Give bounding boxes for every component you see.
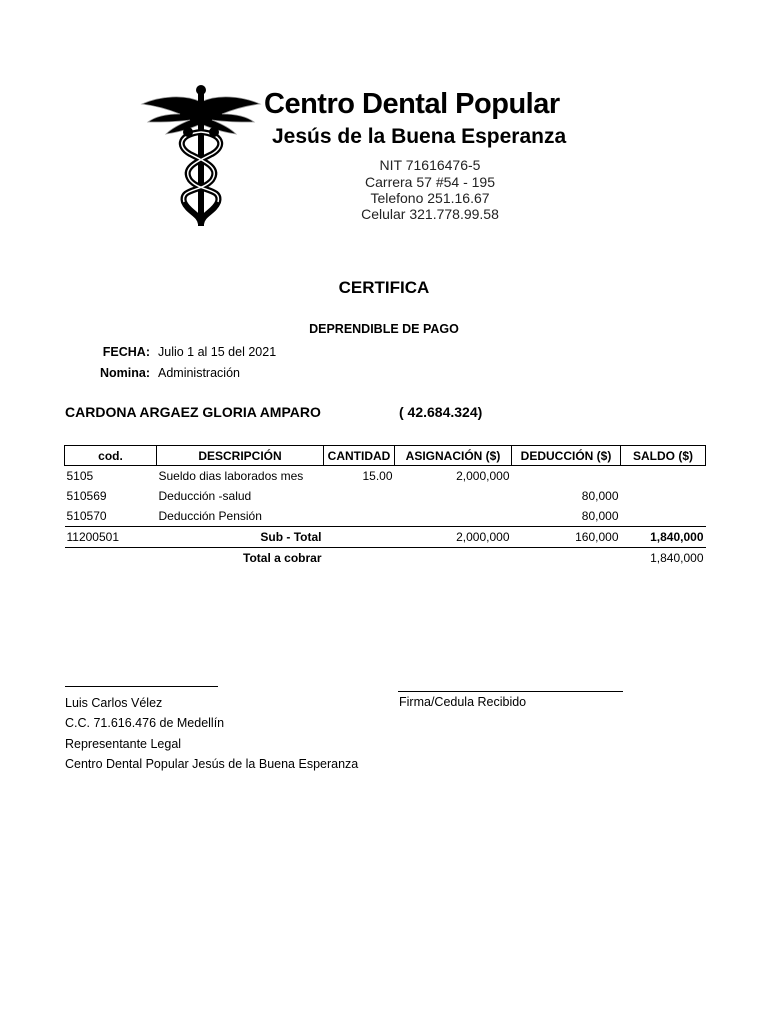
signer-role: Representante Legal — [65, 737, 182, 751]
cell-deduccion — [512, 466, 621, 487]
employee-id: ( 42.684.324) — [399, 404, 483, 420]
header-asignacion: ASIGNACIÓN ($) — [395, 446, 512, 466]
signer-cc: C.C. 71.616.476 de Medellín — [65, 716, 225, 730]
employee-name: CARDONA ARGAEZ GLORIA AMPARO — [65, 404, 321, 420]
subtotal-label: Sub - Total — [157, 527, 324, 548]
cell-cod: 510569 — [66, 489, 107, 503]
signature-line-left — [65, 686, 218, 687]
address-text: Carrera 57 #54 - 195 — [365, 174, 495, 190]
subtotal-saldo: 1,840,000 — [621, 527, 706, 548]
cell-cantidad: 15.00 — [362, 469, 393, 483]
fecha-value: Julio 1 al 15 del 2021 — [158, 345, 277, 359]
table-row — [65, 506, 706, 527]
document-title: CERTIFICA — [338, 278, 430, 297]
cell-saldo — [621, 466, 706, 487]
brand-title: Centro Dental Popular — [264, 88, 560, 120]
cell-asignacion: 2,000,000 — [456, 469, 510, 483]
subtotal-cantidad — [324, 527, 395, 548]
receiver-signature-label: Firma/Cedula Recibido — [399, 695, 527, 709]
total-empty — [512, 548, 621, 569]
cell-saldo — [621, 486, 706, 506]
header-descripcion: DESCRIPCIÓN — [157, 446, 324, 466]
table-header-row — [65, 446, 706, 466]
total-row — [65, 548, 706, 569]
header-deduccion: DEDUCCIÓN ($) — [512, 446, 621, 466]
cell-cantidad — [324, 506, 395, 527]
header-cantidad: CANTIDAD — [324, 446, 395, 466]
document-subtitle: DEPRENDIBLE DE PAGO — [309, 322, 459, 336]
signature-line-right — [398, 691, 623, 692]
nit-text: NIT 71616476-5 — [379, 157, 481, 173]
total-saldo: 1,840,000 — [650, 551, 704, 565]
total-empty — [395, 548, 512, 569]
subtotal-row — [65, 527, 706, 548]
cell-asignacion — [395, 506, 512, 527]
table-row — [65, 486, 706, 506]
cell-deduccion: 80,000 — [581, 509, 619, 523]
phone-text: Telefono 251.16.67 — [370, 190, 490, 206]
cell-desc: Sueldo dias laborados mes — [158, 469, 304, 483]
cell-cod: 5105 — [66, 469, 94, 483]
total-empty — [324, 548, 395, 569]
subtotal-asignacion: 2,000,000 — [395, 527, 512, 548]
signer-company: Centro Dental Popular Jesús de la Buena Esperanza — [65, 757, 359, 771]
total-cod — [65, 548, 157, 569]
subtotal-deduccion: 160,000 — [512, 527, 621, 548]
table-row — [65, 466, 706, 487]
header-saldo: SALDO ($) — [621, 446, 706, 466]
nomina-label: Nomina: — [100, 366, 150, 380]
subtotal-cod: 11200501 — [65, 527, 157, 548]
cell-deduccion: 80,000 — [581, 489, 619, 503]
cell-asignacion — [395, 486, 512, 506]
header-cod: cod. — [65, 446, 157, 466]
signer-name: Luis Carlos Vélez — [65, 696, 163, 710]
caduceus-icon — [140, 84, 262, 226]
nomina-value: Administración — [158, 366, 240, 380]
cell-desc: Deducción -salud — [158, 489, 252, 503]
payment-table — [64, 445, 706, 568]
brand-subtitle: Jesús de la Buena Esperanza — [272, 125, 567, 148]
cell-cantidad — [324, 486, 395, 506]
cell-text: Celular 321.778.99.58 — [361, 206, 499, 222]
cell-saldo — [621, 506, 706, 527]
payment-table-container — [64, 445, 705, 568]
total-label: Total a cobrar — [243, 551, 322, 565]
cell-desc: Deducción Pensión — [158, 509, 262, 523]
cell-cod: 510570 — [66, 509, 107, 523]
fecha-label: FECHA: — [102, 345, 150, 359]
